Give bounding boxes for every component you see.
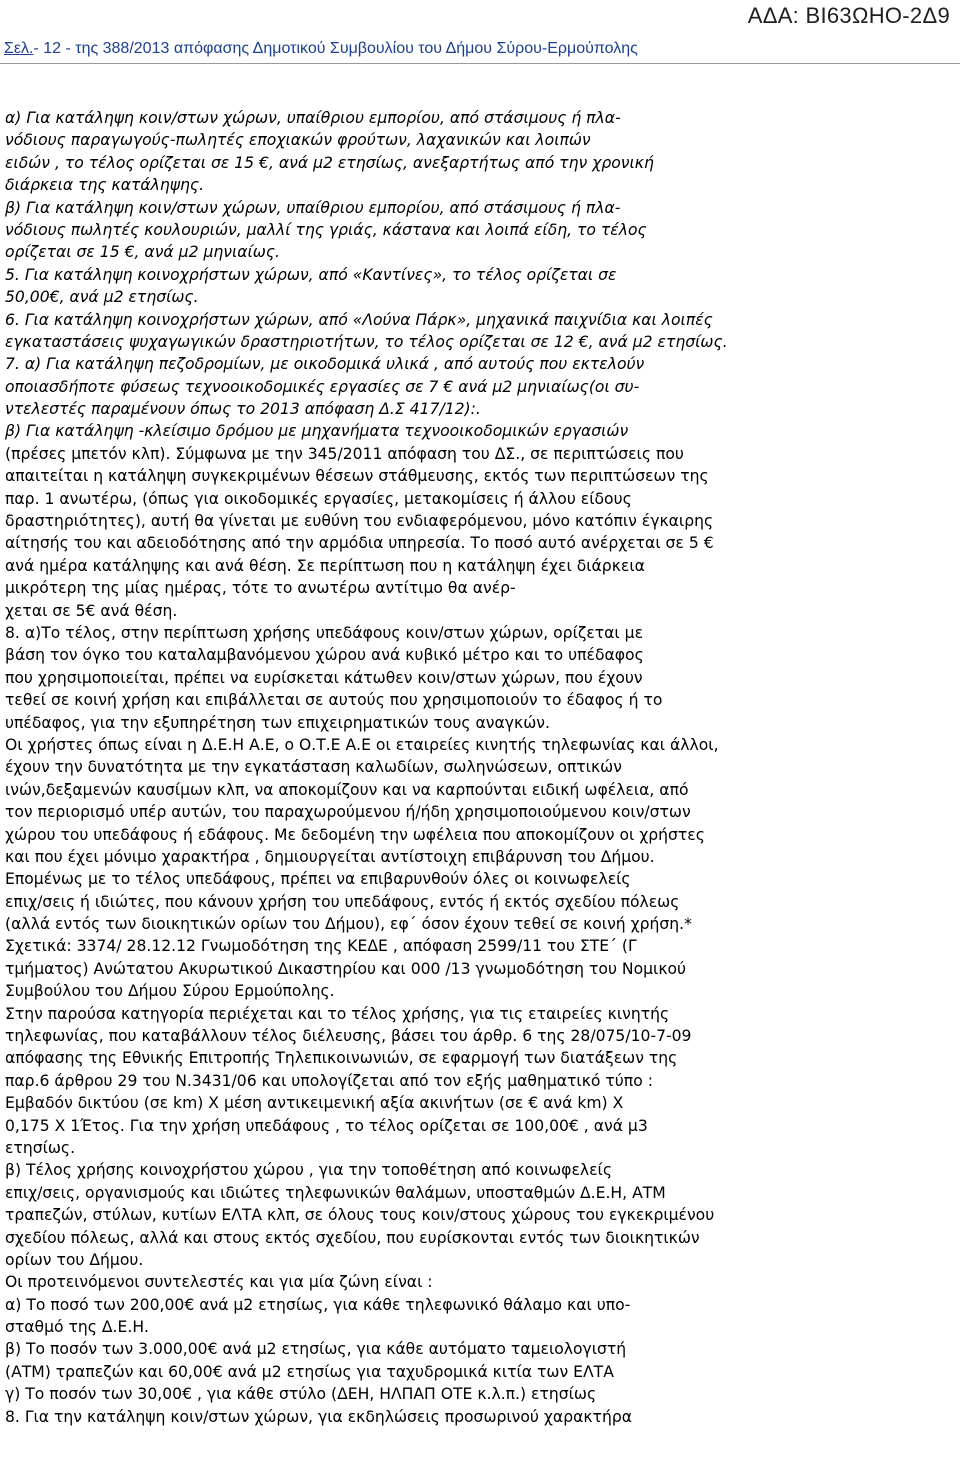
ada-code: ΑΔΑ: ΒΙ63ΩΗΟ-2Δ9 (747, 3, 950, 28)
text-line: διάρκεια της κατάληψης. (5, 176, 205, 195)
text-line: Εμβαδόν δικτύου (σε km) Χ μέση αντικειμενική αξία ακινήτων (σε € ανά km) Χ (5, 1094, 624, 1113)
text-line: σχεδίου πόλεως, αλλά και στους εκτός σχεδίου, που ευρίσκονται εντός των διοικητικών (5, 1228, 700, 1247)
page-header (4, 40, 638, 58)
text-line: (ΑΤΜ) τραπεζών και 60,00€ ανά μ2 ετησίως για ταχυδρομικά κιτία των ΕΛΤΑ (5, 1362, 614, 1381)
text-line: Συμβούλου του Δήμου Σύρου Ερμούπολης. (5, 982, 335, 1001)
text-line: παρ. 1 ανωτέρω, (όπως για οικοδομικές εργασίες, μετακομίσεις ή άλλου είδους (5, 489, 632, 508)
text-line: απαιτείται η κατάληψη συγκεκριμένων θέσεων στάθμευσης, εκτός των περιπτώσεων της (5, 467, 709, 486)
text-line: ινών,δεξαμενών καυσίμων κλπ, να αποκομίζουν και να καρπούνται ειδική ωφέλεια, από (5, 780, 689, 799)
text-line: Επομένως με το τέλος υπεδάφους, πρέπει να επιβαρυνθούν όλες οι κοινωφελείς (5, 870, 631, 889)
text-line: επιχ/σεις ή ιδιώτες, που κάνουν χρήση του υπεδάφους, εντός ή εκτός σχεδίου πόλεως (5, 892, 680, 911)
text-line: παρ.6 άρθρου 29 του Ν.3431/06 και υπολογίζεται από τον εξής μαθηματικό τύπο : (5, 1071, 653, 1090)
text-line: ανά ημέρα κατάληψης και ανά θέση. Σε περίπτωση που η κατάληψη έχει διάρκεια (5, 556, 645, 575)
document-body (5, 107, 955, 1450)
text-line: τηλεφωνίας, που καταβάλλουν τέλος διέλευσης, βάσει του άρθρ. 6 της 28/075/10-7-09 (5, 1027, 692, 1046)
text-line: (πρέσες μπετόν κλπ). Σύμφωνα με την 345/2011 απόφαση του ΔΣ., σε περιπτώσεις που (5, 444, 684, 463)
text-line: απόφασης της Εθνικής Επιτροπής Τηλεπικοινωνιών, σε εφαρμογή των διατάξεων της (5, 1049, 678, 1068)
text-line: νόδιους πωλητές κουλουριών, μαλλί της γριάς, κάστανα και λοιπά είδη, το τέλος (5, 220, 647, 239)
page-prefix: Σελ. (4, 40, 34, 57)
text-line: έχουν την δυνατότητα με την εγκατάσταση καλωδίων, σωληνώσεων, οπτικών (5, 758, 622, 777)
text-line (5, 1428, 955, 1450)
text-line: 50,00€, ανά μ2 ετησίως. (5, 288, 199, 307)
text-line: 7. α) Για κατάληψη πεζοδρομίων, με οικοδομικά υλικά , από αυτούς που εκτελούν (5, 355, 645, 374)
text-line: (αλλά εντός των διοικητικών ορίων του Δήμου), εφ΄ όσον έχουν τεθεί σε κοινή χρήση.* (5, 915, 692, 934)
text-line: β) Για κατάληψη -κλείσιμο δρόμου με μηχανήματα τεχνοοικοδομικών εργασιών (5, 422, 629, 441)
text-line: 0,175 Χ 1Έτος. Για την χρήση υπεδάφους , το τέλος ορίζεται σε 100,00€ , ανά μ3 (5, 1116, 648, 1135)
text-line: β) Το ποσόν των 3.000,00€ ανά μ2 ετησίως, για κάθε αυτόματο ταμειολογιστή (5, 1340, 627, 1359)
text-line: τον περιορισμό υπέρ αυτών, του παραχωρούμενου ή/ήδη χρησιμοποιούμενου κοιν/στων (5, 803, 691, 822)
header-divider (0, 63, 960, 64)
text-line: 8. α)Το τέλος, στην περίπτωση χρήσης υπεδάφους κοιν/στων χώρων, ορίζεται με (5, 623, 644, 642)
text-line: ορίων του Δήμου. (5, 1250, 144, 1269)
text-line: α) Το ποσό των 200,00€ ανά μ2 ετησίως, για κάθε τηλεφωνικό θάλαμο και υπο- (5, 1295, 631, 1314)
text-line: Στην παρούσα κατηγορία περιέχεται και το τέλος χρήσης, για τις εταιρείες κινητής (5, 1004, 670, 1023)
text-line: τμήματος) Ανώτατου Ακυρωτικού Δικαστηρίου και 000 /13 γνωμοδότηση του Νομικού (5, 959, 687, 978)
text-line: ετησίως. (5, 1138, 76, 1157)
text-line: Οι προτεινόμενοι συντελεστές και για μία ζώνη είναι : (5, 1273, 433, 1292)
text-line: μικρότερη της μίας ημέρας, τότε το ανωτέρω αντίτιμο θα ανέρ- (5, 579, 516, 598)
text-line: βάση τον όγκο του καταλαμβανόμενου χώρου ανά κυβικό μέτρο και το υπέδαφος (5, 646, 644, 665)
text-line: 8. Για την κατάληψη κοιν/στων χώρων, για εκδηλώσεις προσωρινού χαρακτήρα (5, 1407, 633, 1426)
text-line: τραπεζών, στύλων, κυτίων ΕΛΤΑ κλπ, σε όλους τους κοιν/στους χώρους του εγκεκριμένου (5, 1206, 715, 1225)
text-line: ορίζεται σε 15 €, ανά μ2 μηνιαίως. (5, 243, 280, 262)
text-line: χώρου του υπεδάφους ή εδάφους. Με δεδομένη την ωφέλεια που αποκομίζουν οι χρήστες (5, 825, 705, 844)
text-line: σταθμό της Δ.Ε.Η. (5, 1318, 150, 1337)
text-line: νόδιους παραγωγούς-πωλητές εποχιακών φρούτων, λαχανικών και λοιπών (5, 131, 591, 150)
text-line: οποιασδήποτε φύσεως τεχνοοικοδομικές εργασίες σε 7 € ανά μ2 μηνιαίως(οι συ- (5, 377, 640, 396)
text-line: 5. Για κατάληψη κοινοχρήστων χώρων, από «Καντίνες», το τέλος ορίζεται σε (5, 265, 617, 284)
text-line: α) Για κατάληψη κοιν/στων χώρων, υπαίθριου εμπορίου, από στάσιμους ή πλα- (5, 109, 621, 127)
text-line: ειδών , το τέλος ορίζεται σε 15 €, ανά μ2 ετησίως, ανεξαρτήτως από την χρονική (5, 153, 654, 172)
text-line: τεθεί σε κοινή χρήση και επιβάλλεται σε αυτούς που χρησιμοποιούν το έδαφος ή το (5, 691, 663, 710)
text-line: χεται σε 5€ ανά θέση. (5, 601, 178, 620)
text-line: Οι χρήστες όπως είναι η Δ.Ε.Η Α.Ε, ο Ο.Τ.Ε Α.Ε οι εταιρείες κινητής τηλεφωνίας και άλλοι, (5, 735, 719, 754)
text-line: υπέδαφος, για την εξυπηρέτηση των επιχειρηματικών τους αναγκών. (5, 713, 550, 732)
page-header-text: - 12 - της 388/2013 απόφασης Δημοτικού Συμβουλίου του Δήμου Σύρου-Ερμούπολης (33, 40, 638, 57)
text-line: Σχετικά: 3374/ 28.12.12 Γνωμοδότηση της ΚΕΔΕ , απόφαση 2599/11 του ΣΤΕ΄ (Γ (5, 937, 637, 956)
text-line: γ) Το ποσόν των 30,00€ , για κάθε στύλο (ΔΕΗ, ΗΛΠΑΠ ΟΤΕ κ.λ.π.) ετησίως (5, 1385, 597, 1404)
text-line: δραστηριότητες), αυτή θα γίνεται με ευθύνη του ενδιαφερόμενου, μόνο κατόπιν έγκαιρης (5, 512, 714, 531)
text-line: ντελεστές παραμένουν όπως το 2013 απόφαση Δ.Σ 417/12):. (5, 400, 481, 419)
text-line: αίτησής του και αδειοδότησης από την αρμόδια υπηρεσία. Το ποσό αυτό ανέρχεται σε 5 € (5, 534, 714, 553)
text-line: β) Για κατάληψη κοιν/στων χώρων, υπαίθριου εμπορίου, από στάσιμους ή πλα- (5, 198, 621, 217)
text-line: β) Τέλος χρήσης κοινοχρήστου χώρου , για την τοποθέτηση από κοινωφελείς (5, 1161, 612, 1180)
text-line: που χρησιμοποιείται, πρέπει να ευρίσκεται κάτωθεν κοιν/στων χώρων, που έχουν (5, 668, 643, 687)
text-line: επιχ/σεις, οργανισμούς και ιδιώτες τηλεφωνικών θαλάμων, υποσταθμών Δ.Ε.Η, ΑΤΜ (5, 1183, 666, 1202)
text-line: εγκαταστάσεις ψυχαγωγικών δραστηριοτήτων, το τέλος ορίζεται σε 12 €, ανά μ2 ετησίως. (5, 332, 728, 351)
text-line: 6. Για κατάληψη κοινοχρήστων χώρων, από «Λούνα Πάρκ», μηχανικά παιχνίδια και λοιπές (5, 310, 713, 329)
text-line: και που έχει μόνιμο χαρακτήρα , δημιουργείται αντίστοιχη επιβάρυνση του Δήμου. (5, 847, 655, 866)
